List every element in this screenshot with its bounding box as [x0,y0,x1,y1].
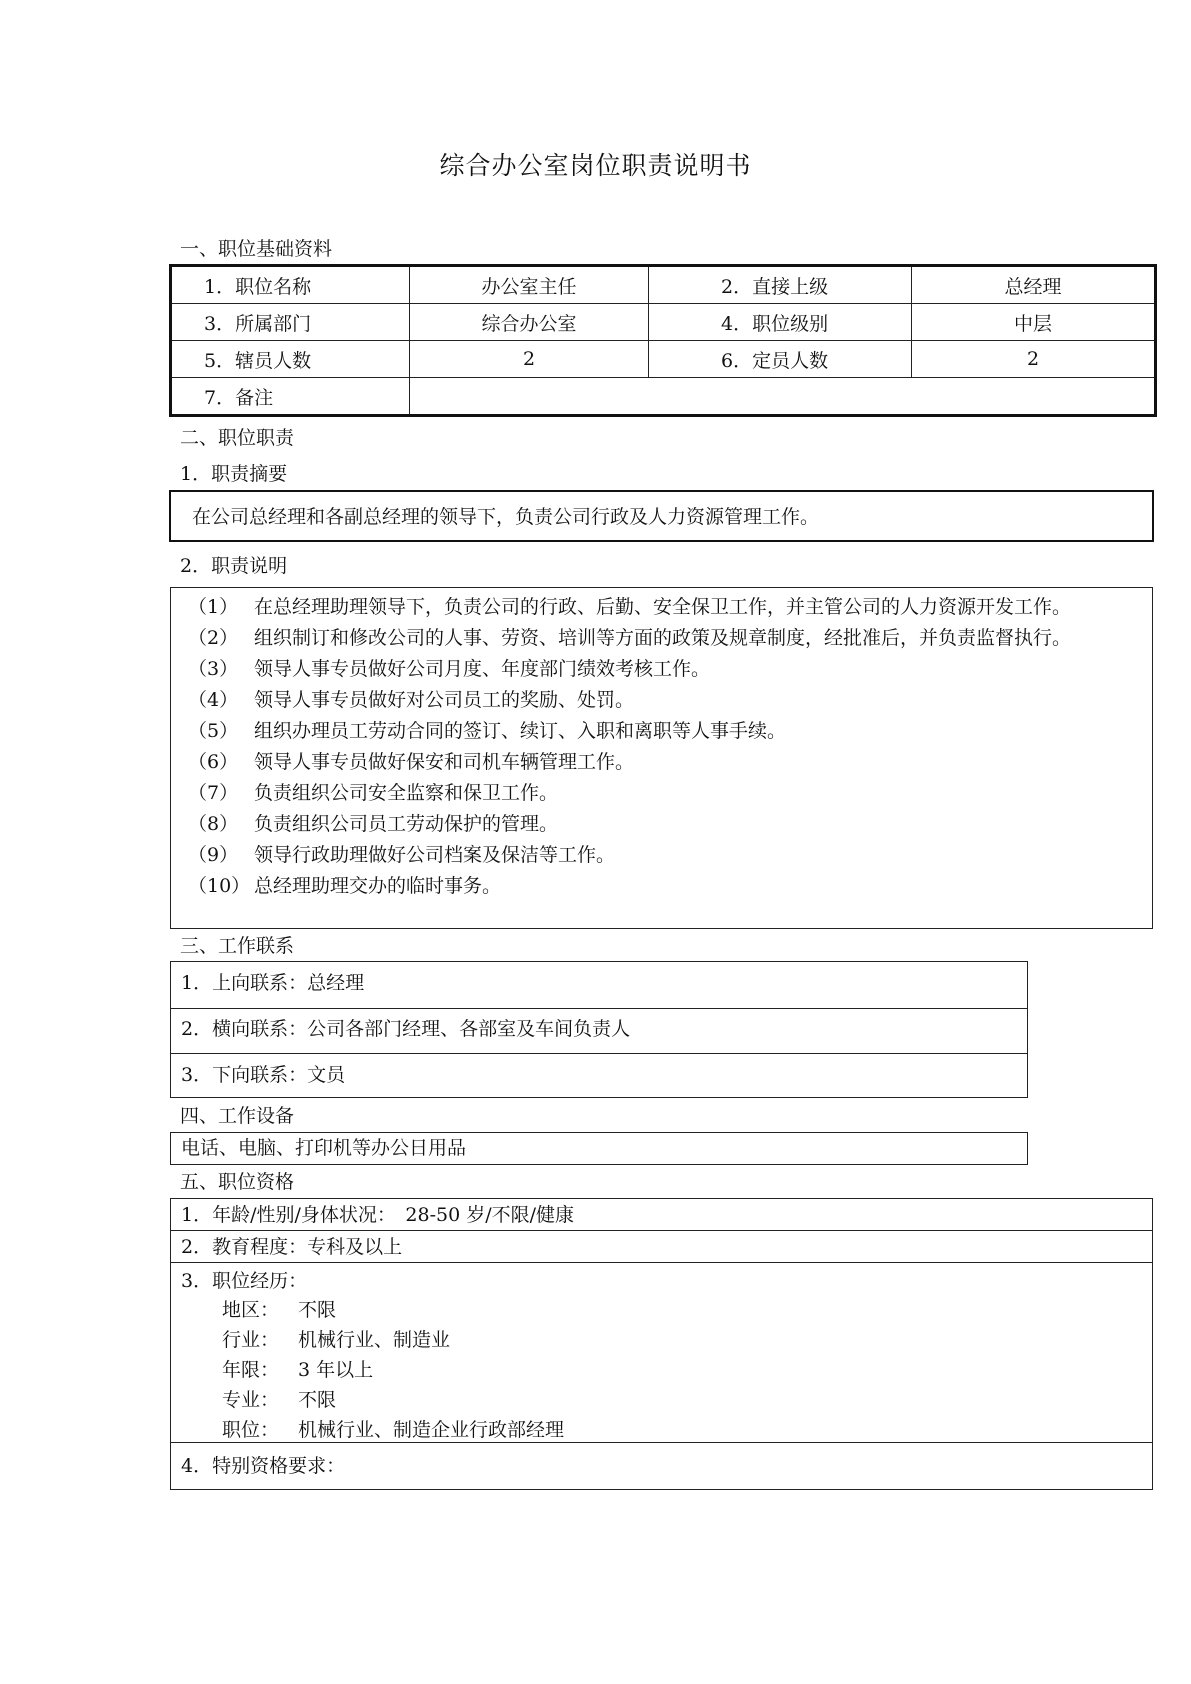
list-item: 地区： 不限 [222,1299,337,1321]
cell-value: 总经理 [912,266,1156,304]
divider [171,1008,1027,1009]
divider [171,1442,1152,1443]
cell-label: 6．定员人数 [649,341,912,378]
table-row [171,266,1156,304]
cell-label: 7．备注 [171,378,410,416]
equipment-text: 电话、电脑、打印机等办公日用品 [181,1137,467,1159]
table-row [171,378,1156,416]
cell-label: 1．职位名称 [171,266,410,304]
summary-box [169,490,1154,542]
list-item: （4） 领导人事专员做好对公司员工的奖励、处罚。 [188,689,635,711]
list-item: （10） 总经理助理交办的临时事务。 [188,875,502,897]
list-item: （5） 组织办理员工劳动合同的签订、续订、入职和离职等人事手续。 [188,720,787,742]
section2-heading: 二、职位职责 [180,427,295,449]
divider [171,1053,1027,1054]
cell-value: 2 [912,341,1156,378]
list-item: （1） 在总经理助理领导下，负责公司的行政、后勤、安全保卫工作，并主管公司的人力资源开发工作。 [188,596,1072,618]
table-row [171,304,1156,341]
cell-label: 2．直接上级 [649,266,912,304]
section1-heading: 一、职位基础资料 [180,238,333,260]
page-title: 综合办公室岗位职责说明书 [439,151,752,180]
details-heading: 2．职责说明 [180,555,288,577]
equipment-box [170,1132,1028,1165]
special-requirements: 4．特别资格要求： [181,1455,346,1477]
list-item: （8） 负责组织公司员工劳动保护的管理。 [188,813,559,835]
list-item: （3） 领导人事专员做好公司月度、年度部门绩效考核工作。 [188,658,711,680]
basic-info-table [169,264,1157,417]
remark-value [410,378,1156,416]
cell-label: 5．辖员人数 [171,341,410,378]
cell-label: 3．所属部门 [171,304,410,341]
relation-up: 1．上向联系：总经理 [181,972,365,994]
experience-heading: 3．职位经历： [181,1270,308,1292]
list-item: （7） 负责组织公司安全监察和保卫工作。 [188,782,559,804]
cell-value: 综合办公室 [410,304,649,341]
list-item: （6） 领导人事专员做好保安和司机车辆管理工作。 [188,751,635,773]
section3-heading: 三、工作联系 [180,935,295,957]
table-row [171,341,1156,378]
relations-box [170,961,1028,1098]
list-item: 行业： 机械行业、制造业 [222,1329,451,1351]
divider [171,1230,1152,1231]
list-item: （2） 组织制订和修改公司的人事、劳资、培训等方面的政策及规章制度，经批准后，并负责监督执行。 [188,627,1072,649]
cell-value: 2 [410,341,649,378]
education: 2．教育程度：专科及以上 [181,1236,403,1258]
cell-value: 中层 [912,304,1156,341]
summary-heading: 1．职责摘要 [180,463,288,485]
list-item: （9） 领导行政助理做好公司档案及保洁等工作。 [188,844,616,866]
divider [171,1262,1152,1263]
cell-value: 办公室主任 [410,266,649,304]
relation-down: 3．下向联系：文员 [181,1064,346,1086]
relation-lateral: 2．横向联系：公司各部门经理、各部室及车间负责人 [181,1018,631,1040]
list-item: 专业： 不限 [222,1389,337,1411]
summary-text: 在公司总经理和各副总经理的领导下，负责公司行政及人力资源管理工作。 [192,506,820,528]
section4-heading: 四、工作设备 [180,1105,295,1127]
cell-label: 4．职位级别 [649,304,912,341]
section5-heading: 五、职位资格 [180,1171,295,1193]
list-item: 年限： 3 年以上 [222,1359,374,1381]
list-item: 职位： 机械行业、制造企业行政部经理 [222,1419,565,1441]
age-gender-health: 1．年龄/性别/身体状况： 28-50 岁/不限/健康 [181,1204,575,1226]
